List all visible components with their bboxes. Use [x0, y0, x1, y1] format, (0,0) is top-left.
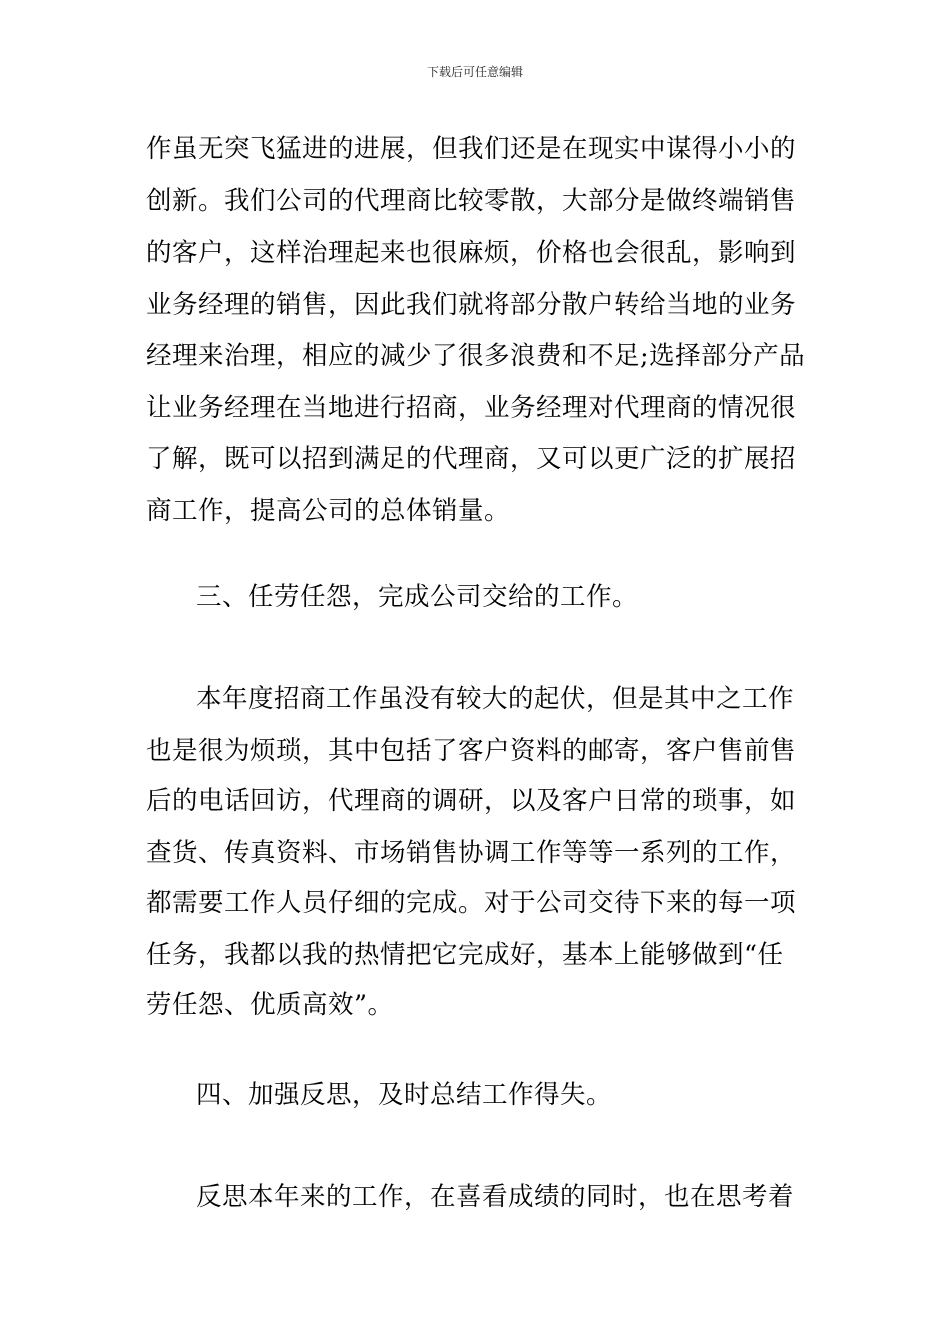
paragraph-3-line-1: 反思本年来的工作，在喜看成绩的同时，也在思考着 — [196, 1182, 795, 1212]
paragraph-1-line-7: 了解，既可以招到满足的代理商，又可以更广泛的扩展招 — [146, 444, 797, 474]
paragraph-1-line-4: 业务经理的销售，因此我们就将部分散户转给当地的业务 — [146, 290, 797, 320]
paragraph-1-line-2: 创新。我们公司的代理商比较零散，大部分是做终端销售 — [146, 186, 797, 216]
paragraph-2-line-1: 本年度招商工作虽没有较大的起伏，但是其中之工作 — [196, 684, 795, 714]
paragraph-2-line-7: 劳任怨、优质高效”。 — [146, 990, 394, 1020]
paragraph-2-line-4: 查货、传真资料、市场销售协调工作等等一系列的工作， — [146, 838, 797, 868]
paragraph-1-line-6: 让业务经理在当地进行招商，业务经理对代理商的情况很 — [146, 393, 797, 423]
paragraph-2-line-3: 后的电话回访，代理商的调研，以及客户日常的琐事，如 — [146, 786, 797, 816]
paragraph-1-line-8: 商工作，提高公司的总体销量。 — [146, 496, 511, 526]
paragraph-1-line-3: 的客户，这样治理起来也很麻烦，价格也会很乱，影响到 — [146, 238, 797, 268]
paragraph-1-line-5: 经理来治理，相应的减少了很多浪费和不足;选择部分产品 — [146, 341, 806, 371]
paragraph-2-line-2: 也是很为烦琐，其中包括了客户资料的邮寄，客户售前售 — [146, 736, 797, 766]
paragraph-2-line-6: 任务，我都以我的热情把它完成好，基本上能够做到“任 — [146, 940, 784, 970]
page-header: 下载后可任意编辑 — [426, 65, 523, 79]
section-heading-3: 三、任劳任怨，完成公司交给的工作。 — [196, 582, 639, 612]
paragraph-1-line-1: 作虽无突飞猛进的进展，但我们还是在现实中谋得小小的 — [146, 134, 797, 164]
paragraph-2-line-5: 都需要工作人员仔细的完成。对于公司交待下来的每一项 — [146, 888, 797, 918]
section-heading-4: 四、加强反思，及时总结工作得失。 — [196, 1080, 613, 1110]
